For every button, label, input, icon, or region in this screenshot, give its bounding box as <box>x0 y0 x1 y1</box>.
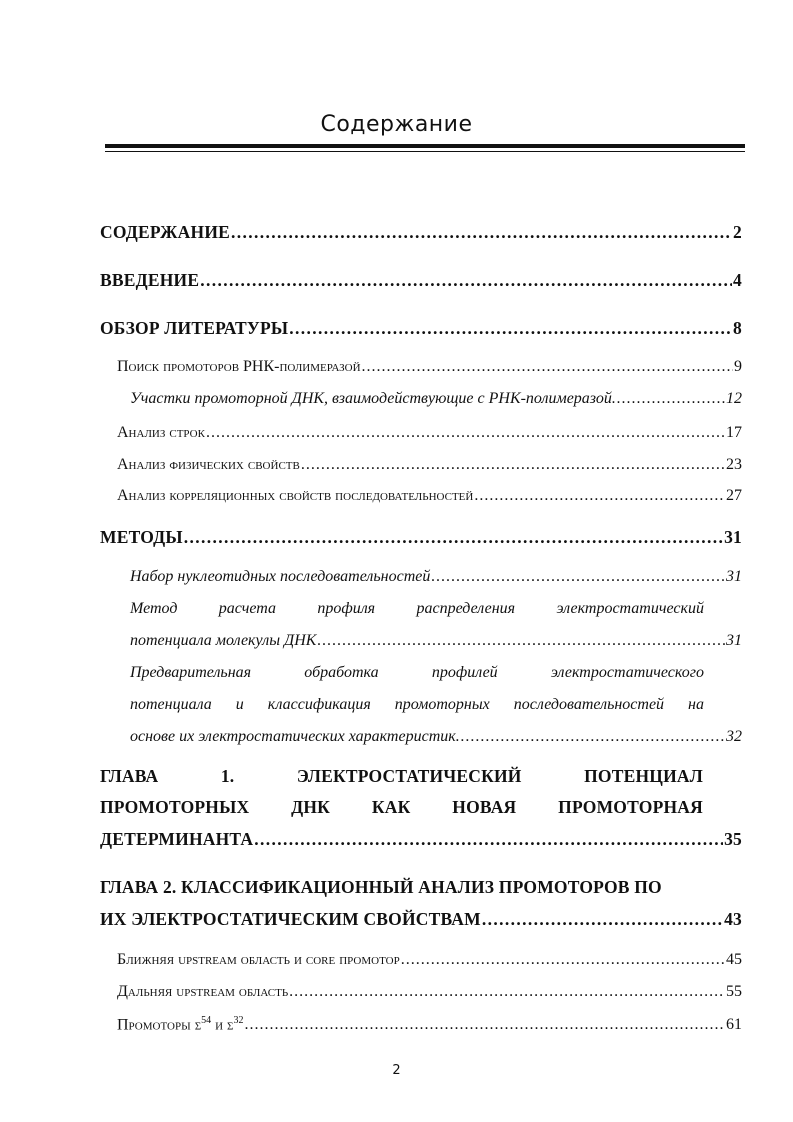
toc-entry-string-analysis[interactable]: Анализ строк . . . 17 <box>117 424 742 442</box>
toc-entry-method-profile-line1[interactable]: Метод расчета профиля распределения электростатический <box>130 600 704 617</box>
toc-entry-chapter2-line2[interactable]: ИХ ЭЛЕКТРОСТАТИЧЕСКИМ СВОЙСТВАМ . . . 43 <box>100 909 742 930</box>
toc-entry-nucleotide-set[interactable]: Набор нуклеотидных последовательностей . . . 31 <box>130 568 742 586</box>
page-number: 2 <box>392 1063 401 1078</box>
toc-entry-correlation-properties[interactable]: Анализ корреляционных свойств последовательностей . . . 27 <box>117 487 742 505</box>
toc-entry-method-profile-line2[interactable]: потенциала молекулы ДНК . . . 31 <box>130 632 742 650</box>
toc-entry-chapter1-line1[interactable]: ГЛАВА 1. ЭЛЕКТРОСТАТИЧЕСКИЙ ПОТЕНЦИАЛ <box>100 766 703 786</box>
toc-entry-preprocessing-line2[interactable]: потенциала и классификация промоторных последовательностей на <box>130 696 704 713</box>
toc-entry-contents[interactable]: СОДЕРЖАНИЕ . . . 2 <box>100 222 742 243</box>
toc-entry-preprocessing-line1[interactable]: Предварительная обработка профилей электростатического <box>130 664 704 681</box>
toc-entry-chapter1-line2[interactable]: ПРОМОТОРНЫХ ДНК КАК НОВАЯ ПРОМОТОРНАЯ <box>100 797 703 817</box>
toc-entry-chapter1-line3[interactable]: ДЕТЕРМИНАНТА . . . 35 <box>100 829 742 850</box>
toc-entry-chapter2-line1[interactable]: ГЛАВА 2. КЛАССИФИКАЦИОННЫЙ АНАЛИЗ ПРОМОТОРОВ ПО <box>100 877 662 897</box>
toc-entry-physical-properties[interactable]: Анализ физических свойств . . . 23 <box>117 456 742 474</box>
toc-entry-promoter-search[interactable]: Поиск промоторов РНК-полимеразой . . . 9 <box>117 358 742 376</box>
toc-entry-promoter-dna-sites[interactable]: Участки промоторной ДНК, взаимодействующие с РНК-полимеразой. . . . 12 <box>130 390 742 408</box>
toc-entry-intro[interactable]: ВВЕДЕНИЕ . . . 4 <box>100 270 742 291</box>
toc-entry-sigma-promoters[interactable]: Промоторы $\sigma^{54}$ и $\sigma^{32}$ . . . 61 <box>117 1015 742 1034</box>
toc-entry-near-upstream[interactable]: Ближняя upstream область и core промотор . . . 45 <box>117 951 742 969</box>
toc-entry-review[interactable]: ОБЗОР ЛИТЕРАТУРЫ . . . 8 <box>100 318 742 339</box>
toc-entry-methods[interactable]: МЕТОДЫ . . . 31 <box>100 527 742 548</box>
page-header-title: Содержание <box>320 112 473 137</box>
toc-entry-far-upstream[interactable]: Дальняя upstream область . . . 55 <box>117 983 742 1001</box>
toc-entry-preprocessing-line3[interactable]: основе их электростатических характеристик. . . . 32 <box>130 728 742 746</box>
